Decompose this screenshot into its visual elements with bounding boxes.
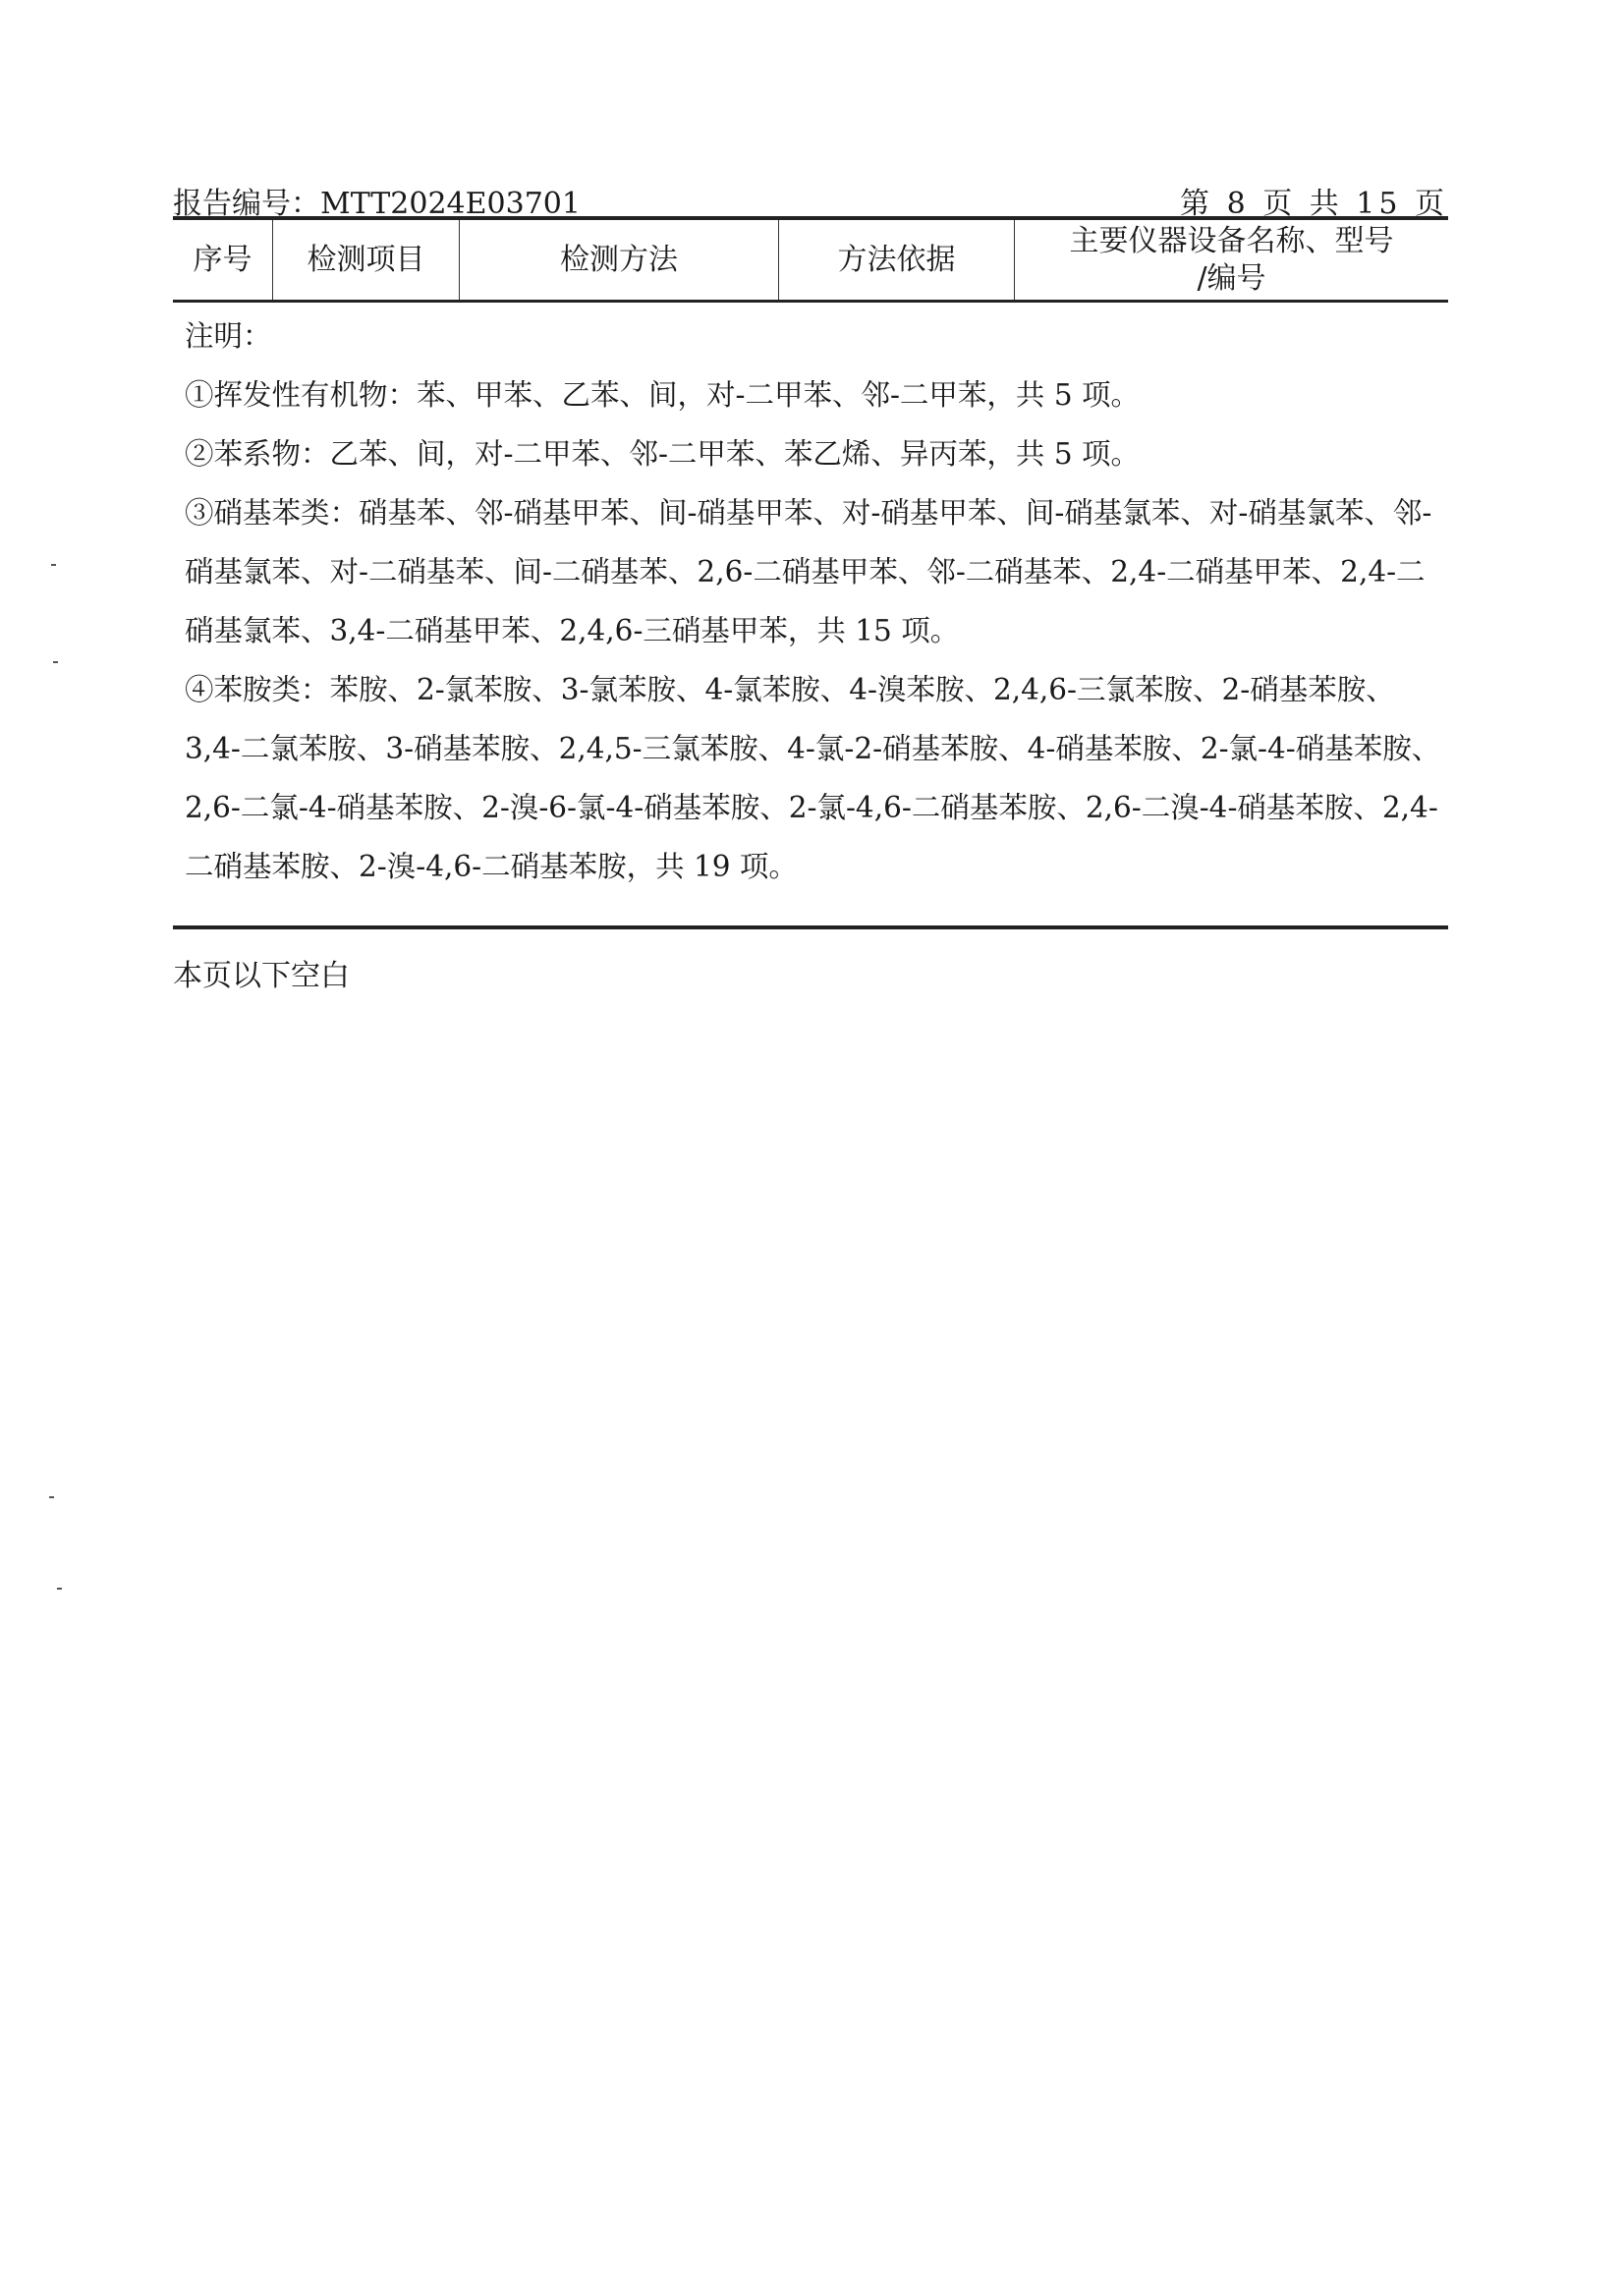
scan-speck [49,1496,54,1498]
header-cell-basis: 方法依据 [779,220,1015,300]
header-cell-method: 检测方法 [460,220,779,300]
table-header-row [173,216,1448,303]
report-number: 报告编号：MTT2024E03701 [173,187,581,221]
blank-below-note: 本页以下空白 [173,959,350,993]
notes-title: 注明： [185,319,272,353]
scan-speck [57,1588,62,1590]
scan-speck [53,661,58,663]
note-item-anilines: ④苯胺类：苯胺、2-氯苯胺、3-氯苯胺、4-氯苯胺、4-溴苯胺、2,4,6-三氯苯胺、2-硝基苯胺、3,4-二氯苯胺、3-硝基苯胺、2,4,5-三氯苯胺、4-氯-2-硝基苯胺、4-硝基苯胺、2-氯-4-硝基苯胺、2,6-二氯-4-硝基苯胺、2-溴-6-氯-4-硝基苯胺、2-氯-4,6-二硝基苯胺、2,6-二溴-4-硝基苯胺、2,4-二硝基苯胺、2-溴-4,6-二硝基苯胺，共 19 项。 [185,673,1441,883]
scan-speck [51,564,56,566]
header-cell-instrument [1015,220,1448,300]
table-bottom-rule [173,925,1448,929]
notes-section [185,307,1442,896]
header-cell-instrument-line2: /编号 [1197,260,1266,296]
header-cell-instrument-line1: 主要仪器设备名称、型号 [1069,223,1394,258]
note-item-nitrobenzenes: ③硝基苯类：硝基苯、邻-硝基甲苯、间-硝基甲苯、对-硝基甲苯、间-硝基氯苯、对-硝基氯苯、邻-硝基氯苯、对-二硝基苯、间-二硝基苯、2,6-二硝基甲苯、邻-二硝基苯、2,4-二硝基甲苯、2,4-二硝基氯苯、3,4-二硝基甲苯、2,4,6-三硝基甲苯，共 15 项。 [185,496,1432,647]
note-item-benzene-series: ②苯系物：乙苯、间，对-二甲苯、邻-二甲苯、苯乙烯、异丙苯，共 5 项。 [185,437,1140,471]
page-header [173,173,1448,221]
page-count: 第 8 页 共 15 页 [1180,187,1448,221]
header-cell-item: 检测项目 [273,220,460,300]
header-cell-index: 序号 [173,220,273,300]
note-item-voc: ①挥发性有机物：苯、甲苯、乙苯、间，对-二甲苯、邻-二甲苯，共 5 项。 [185,378,1140,412]
